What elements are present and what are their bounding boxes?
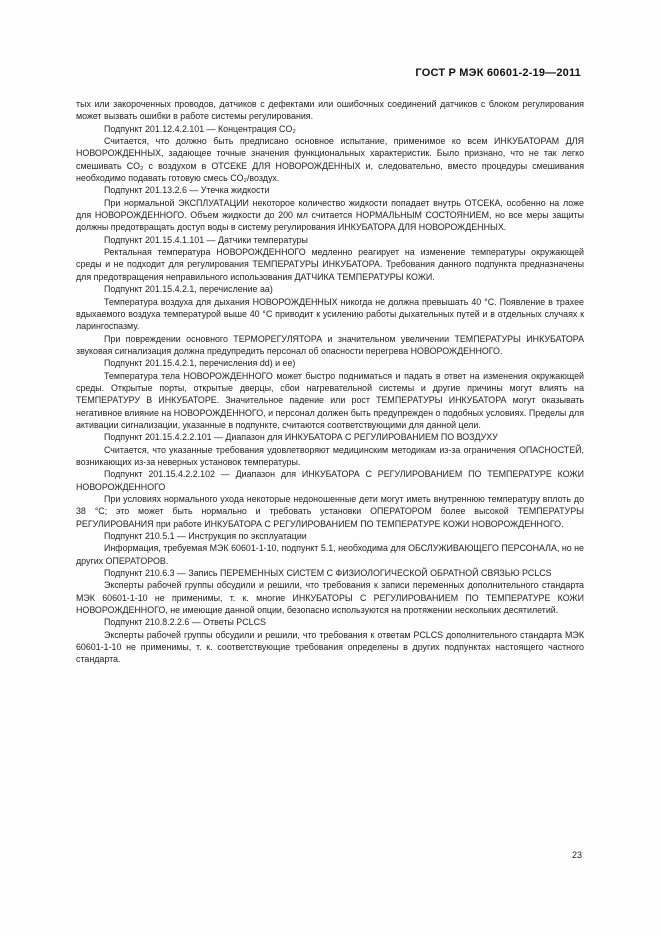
paragraph: Эксперты рабочей группы обсудили и решили, что требования к ответам PCLCS дополнительного стандарта МЭК 60601-1-10 не применимы, т. к. соответствующие требования определены в других подпунктах настоящего частного стандарта.	[76, 629, 584, 665]
subclause-heading: Подпункт 201.12.4.2.101 — Концентрация CO₂	[104, 123, 296, 134]
subclause-heading: Подпункт 210.5.1 — Инструкция по эксплуатации	[104, 531, 307, 542]
paragraph: Считается, что должно быть предписано основное испытание, применимое ко всем ИНКУБАТОРАМ ДЛЯ НОВОРОЖДЕННЫХ, задающее точные значения функциональных характеристик. Было признано, что не так легко смешивать CO₂ с воздухом в ОТСЕКЕ ДЛЯ НОВОРОЖДЕННЫХ и, следовательно, вместо процедуры смешивания необходимо подавать готовую смесь CO₂/воздух.	[76, 136, 584, 184]
paragraph: Информация, требуемая МЭК 60601-1-10, подпункт 5.1, необходима для ОБСЛУЖИВАЮЩЕГО ПЕРСОНАЛА, но не других ОПЕРАТОРОВ.	[76, 543, 584, 566]
paragraph: Считается, что указанные требования удовлетворяют медицинским методикам из-за ограничения ОПАСНОСТЕЙ, возникающих из-за неверных установок температуры.	[76, 444, 584, 467]
subclause-heading: Подпункт 201.15.4.2.2.102 — Диапазон для ИНКУБАТОРА С РЕГУЛИРОВАНИЕМ ПО ТЕМПЕРАТУРЕ КОЖИ НОВОРОЖДЕННОГО	[76, 469, 584, 492]
paragraph: Эксперты рабочей группы обсудили и решили, что требования к записи переменных дополнительного стандарта МЭК 60601-1-10 не применимы, т. к. многие ИНКУБАТОРЫ С РЕГУЛИРОВАНИЕМ ПО ТЕМПЕРАТУРЕ КОЖИ НОВОРОЖДЕННОГО, не имеющие данной опции, безопасно используются на протяжении нескольких десятилетий.	[76, 580, 584, 616]
paragraph: Ректальная температура НОВОРОЖДЕННОГО медленно реагирует на изменение температуры окружающей среды и не подходит для регулирования ТЕМПЕРАТУРЫ ИНКУБАТОРА. Требования данного подпункта предназначены для предотвращения неправильного использования ДАТЧИКА ТЕМПЕРАТУРЫ КОЖИ.	[76, 247, 584, 282]
paragraph-continuation: тых или закороченных проводов, датчиков с дефектами или ошибочных соединений датчиков с блоком регулирования может вызвать ошибки в работе системы регулирования.	[76, 99, 584, 122]
subclause-heading: Подпункт 201.15.4.2.1, перечисление aa)	[104, 284, 273, 295]
subclause-heading: Подпункт 210.6.3 — Запись ПЕРЕМЕННЫХ СИСТЕМ С ФИЗИОЛОГИЧЕСКОЙ ОБРАТНОЙ СВЯЗЬЮ PCLCS	[104, 568, 552, 579]
paragraph: При повреждении основного ТЕРМОРЕГУЛЯТОРА и значительном увеличении ТЕМПЕРАТУРЫ ИНКУБАТОРА звуковая сигнализация должна предупредить персонал об опасности перегрева НОВОРОЖДЕННОГО.	[76, 333, 584, 356]
subclause-heading: Подпункт 201.15.4.1.101 — Датчики температуры	[104, 234, 308, 245]
paragraph: При нормальной ЭКСПЛУАТАЦИИ некоторое количество жидкости попадает внутрь ОТСЕКА, особенно на ложе для НОВОРОЖДЕННОГО. Объем жидкости до 200 мл считается НОРМАЛЬНЫМ СОСТОЯНИЕМ, но все меры защиты должны предотвращать доступ воды в систему регулирования ИНКУБАТОРА ДЛЯ НОВОРОЖДЕННЫХ.	[76, 197, 584, 233]
subclause-heading: Подпункт 210.8.2.2.6 — Ответы PCLCS	[104, 617, 266, 628]
document-header-title: ГОСТ Р МЭК 60601-2-19—2011	[415, 67, 581, 79]
paragraph: Температура тела НОВОРОЖДЕННОГО может быстро подниматься и падать в ответ на изменения окружающей среды. Открытые порты, открытые дверцы, сбои нагревательной системы и другие причины могут влиять на ТЕМПЕРАТУРУ В ИНКУБАТОРЕ. Значительное падение или рост ТЕМПЕРАТУРЫ ИНКУБАТОРА могут оказывать негативное влияние на НОВОРОЖДЕННОГО, и персонал должен быть предупрежден о подобных условиях. Пределы для активации сигнализации, указанные в подпункте, считаются соответствующими для данной цели.	[76, 370, 584, 430]
page-number: 23	[571, 850, 582, 860]
subclause-heading: Подпункт 201.13.2.6 — Утечка жидкости	[104, 185, 270, 196]
paragraph: Температура воздуха для дыхания НОВОРОЖДЕННЫХ никогда не должна превышать 40 °C. Появление в трахее вдыхаемого воздуха температурой выше 40 °C приводит к усилению работы дыхательных путей и в отдельных случаях к ларингоспазму.	[76, 296, 584, 332]
paragraph: При условиях нормального ухода некоторые недоношенные дети могут иметь внутреннюю температуру вплоть до 38 °C; это может быть нормально и требовать установки ОПЕРАТОРОМ более высокой ТЕМПЕРАТУРЫ РЕГУЛИРОВАНИЯ при работе ИНКУБАТОРА С РЕГУЛИРОВАНИЕМ ПО ТЕМПЕРАТУРЕ КОЖИ НОВОРОЖДЕННОГО.	[76, 494, 584, 529]
subclause-heading: Подпункт 201.15.4.2.2.101 — Диапазон для ИНКУБАТОРА С РЕГУЛИРОВАНИЕМ ПО ВОЗДУХУ	[104, 432, 498, 443]
subclause-heading: Подпункт 201.15.4.2.1, перечисления dd) и ee)	[104, 358, 296, 369]
document-body	[76, 98, 584, 666]
